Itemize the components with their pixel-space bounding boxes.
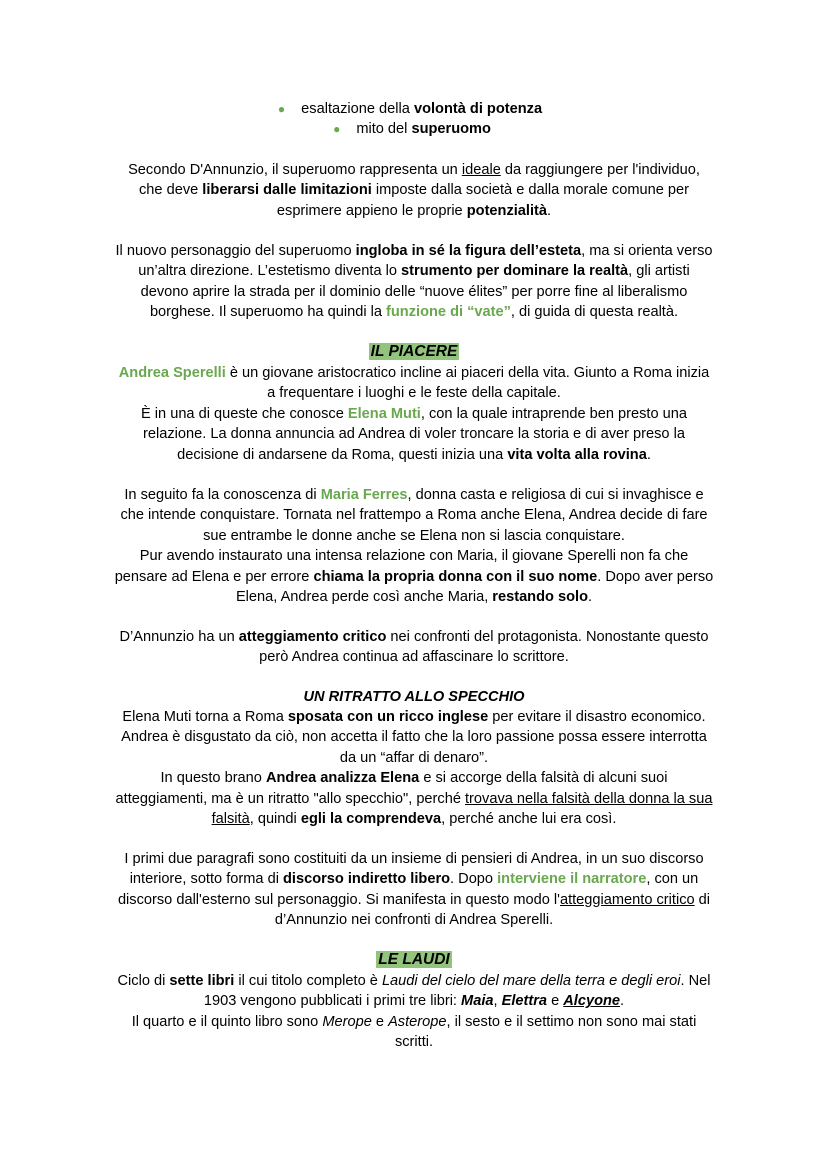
list-item: ● esaltazione della volontà di potenza [277,101,543,117]
bullet-icon: ● [333,122,341,137]
paragraph-superuomo: Secondo D'Annunzio, il superuomo rappresenta un ideale da raggiungere per l'individuo, che deve liberarsi dalle limitazioni imposte dalla società e dalla morale comune per esprimere appieno le proprie potenzialità. [128,162,700,219]
paragraph-maria: In seguito fa la conoscenza di Maria Ferres, donna casta e religiosa di cui si invaghisce e che intende conquistare. Tornata nel frattempo a Roma anche Elena, Andrea decide di fare sue entrambe le donne anche se Elena non si lascia conquistare. Pur avendo instaurato una intensa relazione con Maria, il giovane Sperelli non fa che pensare ad Elena e per errore chiama la propria donna con il suo nome. Dopo aver perso Elena, Andrea perde così anche Maria, restando solo. [114,487,714,606]
bullet-list [90,99,738,140]
paragraph-laudi: Ciclo di sette libri il cui titolo completo è Laudi del cielo del mare della terra e degli eroi. Nel 1903 vengono pubblicati i primi tre libri: Maia, Elettra e Alcyone. Il quarto e il quinto libro sono Merope e Asterope, il sesto e il settimo non sono mai stati scritti. [117,973,711,1051]
paragraph-ritratto: Elena Muti torna a Roma sposata con un ricco inglese per evitare il disastro economico. Andrea è disgustato da ciò, non accetta il fatto che la loro passione possa essere interrotta da un “affar di denaro”. In questo brano Andrea analizza Elena e si accorge della falsità di alcuni suoi atteggiamenti, ma è un ritratto "allo specchio", perché trovava nella falsità della donna la sua falsità, quindi egli la comprendeva, perché anche lui era così. [115,709,713,828]
paragraph-andrea: Andrea Sperelli è un giovane aristocratico incline ai piaceri della vita. Giunto a Roma inizia a frequentare i luoghi e le feste della capitale. È in una di queste che conosce Elena Muti, con la quale intraprende ben presto una relazione. La donna annuncia ad Andrea di voler troncare la storia e di aver preso la decisione di andarsene da Roma, questi inizia una vita volta alla rovina. [118,365,710,463]
subsection-heading-ritratto [90,687,738,707]
paragraph-narratore: I primi due paragrafi sono costituiti da un insieme di pensieri di Andrea, in un suo discorso interiore, sotto forma di discorso indiretto libero. Dopo interviene il narratore, con un discorso dall'esterno sul personaggio. Si manifesta in questo modo l'atteggiamento critico di d’Annunzio nei confronti di Andrea Sperelli. [117,851,711,929]
subsection-title: UN RITRATTO ALLO SPECCHIO [303,689,525,705]
section-title: IL PIACERE [370,343,458,360]
bullet-icon: ● [277,102,286,116]
section-heading-piacere [90,342,738,362]
paragraph-critico: D’Annunzio ha un atteggiamento critico nei confronti del protagonista. Nonostante questo però Andrea continua ad affascinare lo scrittore. [119,629,709,666]
section-heading-laudi [90,950,738,970]
section-title: LE LAUDI [378,951,450,968]
list-item: ● mito del superuomo [333,121,491,138]
paragraph-esteta: Il nuovo personaggio del superuomo ingloba in sé la figura dell’esteta, ma si orienta verso un’altra direzione. L’estetismo diventa lo strumento per dominare la realtà, gli artisti devono aprire la strada per il dominio delle “nuove élites” per porre fine al liberalismo borghese. Il superuomo ha quindi la funzione di “vate”, di guida di questa realtà. [115,243,713,321]
